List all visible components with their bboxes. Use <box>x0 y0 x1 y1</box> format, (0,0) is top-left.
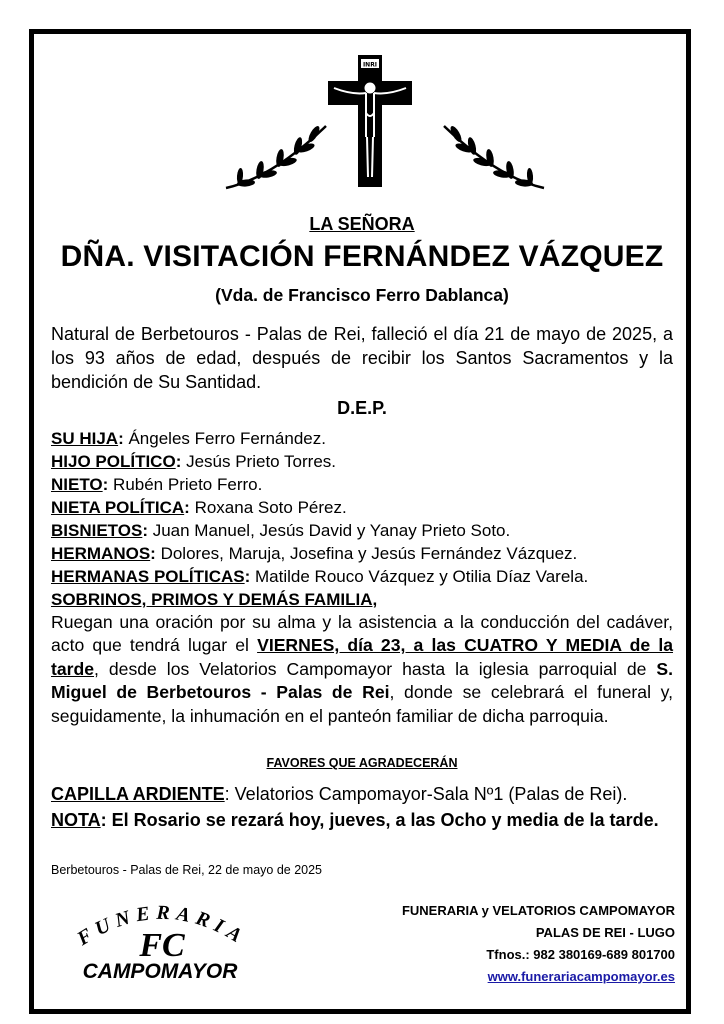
relative-value: Jesús Prieto Torres. <box>181 452 336 471</box>
inri-label: INRI <box>362 61 378 69</box>
relative-label: BISNIETOS <box>51 521 143 540</box>
website-line <box>255 966 675 988</box>
relative-line: SU HIJA: Ángeles Ferro Fernández. <box>51 429 326 448</box>
relative-line: HIJO POLÍTICO: Jesús Prieto Torres. <box>51 452 336 471</box>
widow-of: (Vda. de Francisco Ferro Dablanca) <box>215 285 509 305</box>
capilla-value: : Velatorios Campomayor-Sala Nº1 (Palas de Rei). <box>224 784 628 804</box>
relative-label: HERMANOS <box>51 544 151 563</box>
relative-label: HIJO POLÍTICO <box>51 452 176 471</box>
nota-value: : El Rosario se rezará hoy, jueves, a las Ocho y media de la tarde. <box>100 810 659 830</box>
relative-label: SOBRINOS, PRIMOS Y DEMÁS FAMILIA <box>51 590 373 609</box>
nota-label: NOTA <box>51 810 101 830</box>
relative-value: Roxana Soto Pérez. <box>189 498 347 517</box>
svg-text:FUNERARIA: FUNERARIA <box>73 901 251 951</box>
relative-value: Rubén Prieto Ferro. <box>108 475 263 494</box>
funeraria-campomayor-logo <box>52 890 272 986</box>
capilla-ardiente-line <box>51 784 681 805</box>
relative-line: HERMANOS: Dolores, Maruja, Josefina y Jesús Fernández Vázquez. <box>51 544 578 563</box>
relative-value: Matilde Rouco Vázquez y Otilia Díaz Varela. <box>250 567 589 586</box>
church-name: S. Miguel de Berbetouros - Palas de Rei <box>51 658 673 703</box>
capilla-label: CAPILLA ARDIENTE <box>51 784 225 804</box>
website-link[interactable]: www.funerariacampomayor.es <box>487 969 675 984</box>
relative-line: NIETA POLÍTICA: Roxana Soto Pérez. <box>51 498 347 517</box>
svg-text:FC: FC <box>139 927 185 964</box>
relative-line: NIETO: Rubén Prieto Ferro. <box>51 475 263 494</box>
relative-value: Juan Manuel, Jesús David y Yanay Prieto Soto. <box>148 521 511 540</box>
relative-value: Ángeles Ferro Fernández. <box>123 429 326 448</box>
intro-paragraph: Natural de Berbetouros - Palas de Rei, falleció el día 21 de mayo de 2025, a los 93 años de edad, después de recibir los Santos Sacramentos y la bendición de Su Santidad. <box>51 324 673 392</box>
relative-line: SOBRINOS, PRIMOS Y DEMÁS FAMILIA, <box>51 590 378 609</box>
laurel-branch-right-icon <box>440 118 548 193</box>
nota-line <box>51 808 673 832</box>
title-prefix: LA SEÑORA <box>309 214 415 234</box>
company-phones: Tfnos.: 982 380169-689 801700 <box>486 947 675 962</box>
laurel-branch-left-icon <box>222 118 330 193</box>
relative-label: NIETO <box>51 475 103 494</box>
favores-line: FAVORES QUE AGRADECERÁN <box>266 756 458 770</box>
company-location: PALAS DE REI - LUGO <box>535 925 675 940</box>
relative-label: NIETA POLÍTICA <box>51 498 185 517</box>
funeral-time: VIERNES, día 23, a las CUATRO Y MEDIA de la tarde <box>51 635 673 679</box>
funeral-request-paragraph: Ruegan una oración por su alma y la asistencia a la conducción del cadáver, acto que tendrá lugar el VIERNES, día 23, a las CUATRO Y MEDIA de la tarde, desde los Velatorios Campomayor hasta la iglesia parroquial de S. Miguel de Berbetouros - Palas de Rei, donde se celebrará el funeral y, seguidamente, la inhumación en el panteón familiar de dicha parroquia. <box>51 612 674 726</box>
relative-label: HERMANAS POLÍTICAS <box>51 567 245 586</box>
relative-label: SU HIJA <box>51 429 119 448</box>
relative-line: BISNIETOS: Juan Manuel, Jesús David y Yanay Prieto Soto. <box>51 521 511 540</box>
deceased-name: DÑA. VISITACIÓN FERNÁNDEZ VÁZQUEZ <box>60 240 664 273</box>
relative-value: Dolores, Maruja, Josefina y Jesús Fernández Vázquez. <box>155 544 578 563</box>
dep-heading: D.E.P. <box>337 398 387 418</box>
company-name: FUNERARIA y VELATORIOS CAMPOMAYOR <box>401 903 675 918</box>
dateline: Berbetouros - Palas de Rei, 22 de mayo de 2025 <box>51 863 323 877</box>
crucifix-icon <box>328 55 412 187</box>
relative-line: HERMANAS POLÍTICAS: Matilde Rouco Vázquez y Otilia Díaz Varela. <box>51 567 589 586</box>
svg-text:CAMPOMAYOR: CAMPOMAYOR <box>82 960 238 983</box>
